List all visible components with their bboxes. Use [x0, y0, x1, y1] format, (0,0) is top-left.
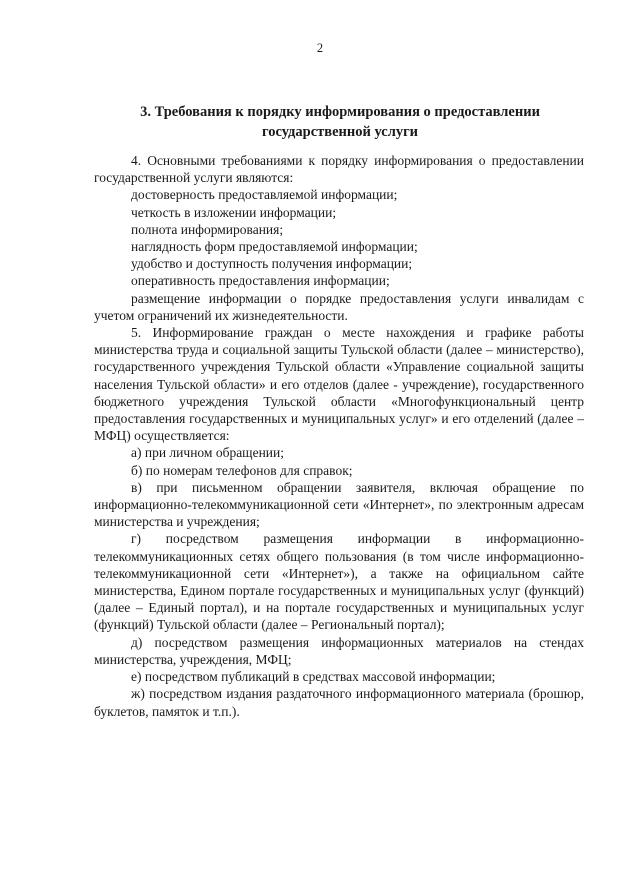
requirement-item: оперативность предоставления информации; — [131, 273, 390, 289]
requirement-item: наглядность форм предоставляемой информации; — [131, 239, 418, 255]
method-item: б) по номерам телефонов для справок; — [131, 462, 353, 478]
method-item: г) посредством размещения информации в информационно-телекоммуникационных сетях общего пользования (в том числе информационно-телекоммуникационной сети «Интернет»), а также на официальном сайте министерства, Едином портале государственных и муниципальных услуг (функций) (далее – Единый портал), и на портале государственных и муниципальных услуг (функций) Тульской области (далее – Региональный портал); — [94, 531, 584, 633]
requirement-item: размещение информации о порядке предоставления услуги инвалидам с учетом ограничений их жизнедеятельности. — [94, 290, 584, 323]
method-item: е) посредством публикаций в средствах массовой информации; — [131, 669, 496, 685]
section-heading — [90, 103, 590, 142]
paragraph-4-intro: 4. Основными требованиями к порядку информирования о предоставлении государственной услуги являются: — [94, 153, 584, 186]
section-heading-line-2: государственной услуги — [261, 123, 419, 140]
method-item: в) при письменном обращении заявителя, включая обращение по информационно-телекоммуникационной сети «Интернет», по электронным адресам министерства и учреждения; — [94, 479, 584, 530]
requirement-item: полнота информирования; — [131, 221, 284, 237]
requirement-item: достоверность предоставляемой информации; — [131, 187, 398, 203]
requirement-item: четкость в изложении информации; — [131, 204, 337, 220]
method-item: а) при личном обращении; — [131, 445, 284, 461]
paragraph-5-intro: 5. Информирование граждан о месте нахождения и графике работы министерства труда и социальной защиты Тульской области (далее – министерство), государственного учреждения Тульской области «Управление социальной защиты населения Тульской области» и его отделов (далее - учреждение), государственного бюджетного учреждения Тульской области «Многофункциональный центр предоставления государственных и муниципальных услуг» и его отделений (далее – МФЦ) осуществляется: — [94, 325, 584, 444]
method-item: ж) посредством издания раздаточного информационного материала (брошюр, буклетов, памяток и т.п.). — [94, 686, 584, 719]
page-number: 2 — [316, 41, 324, 55]
requirement-item: удобство и доступность получения информации; — [131, 256, 413, 272]
section-heading-line-1: 3. Требования к порядку информирования о предоставлении — [140, 104, 540, 120]
section-body — [94, 152, 584, 720]
method-item: д) посредством размещения информационных материалов на стендах министерства, учреждения, МФЦ; — [94, 634, 584, 667]
